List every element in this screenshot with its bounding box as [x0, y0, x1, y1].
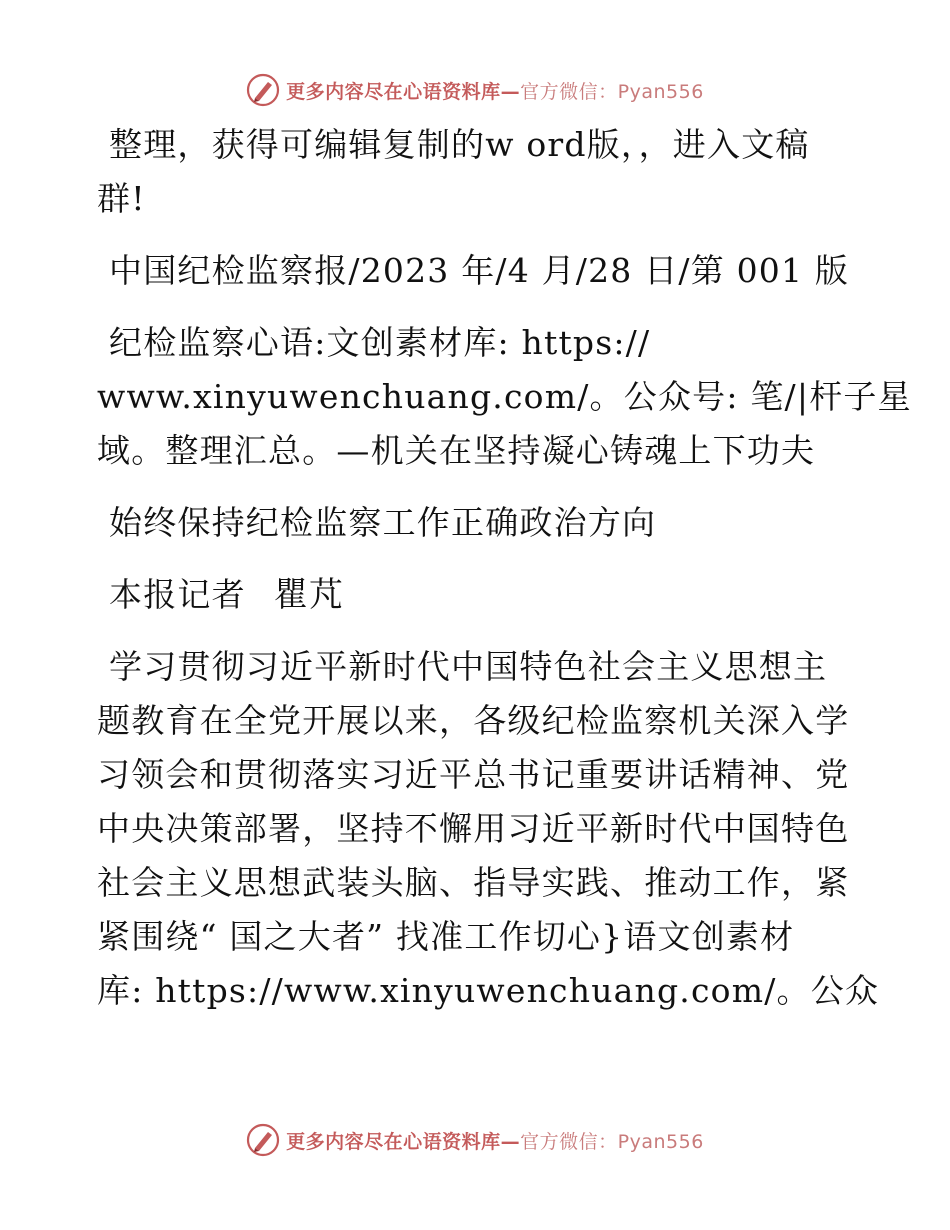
- pen-logo-icon: [246, 1123, 280, 1157]
- reporter-label: 本报记者: [109, 575, 246, 614]
- article-subtitle: 始终保持纪检监察工作正确政治方向: [109, 503, 657, 542]
- paragraph-line: 题教育在全党开展以来，各级纪检监察机关深入学: [97, 701, 850, 740]
- reporter-name: 瞿芃: [273, 575, 345, 615]
- paragraph-line: 学习贯彻习近平新时代中国特色社会主义思想主: [109, 647, 828, 686]
- publication-info: 中国纪检监察报/2023 年/4 月/28 日/第 001 版: [109, 251, 850, 290]
- banner-text: 更多内容尽在心语资料库—官方微信：Pyan556: [286, 80, 704, 103]
- banner-text: 更多内容尽在心语资料库—官方微信：Pyan556: [286, 1130, 704, 1153]
- text-line: 纪检监察心语:文创素材库: https://: [109, 323, 651, 362]
- paragraph-line: 库: https://www.xinyuwenchuang.com/。公众: [97, 971, 880, 1010]
- footer-banner: [0, 1120, 950, 1160]
- paragraph-line: 习领会和贯彻落实习近平总书记重要讲话精神、党: [97, 755, 850, 794]
- header-banner: [0, 70, 950, 110]
- text-line: www.xinyuwenchuang.com/。公众号: 笔/|杆子星: [97, 377, 912, 416]
- banner-wechat: 官方微信：Pyan556: [520, 80, 704, 103]
- paragraph-line: 社会主义思想武装头脑、指导实践、推动工作，紧: [97, 863, 850, 902]
- reporter-line: [97, 568, 857, 622]
- banner-wechat: 官方微信：Pyan556: [520, 1130, 704, 1153]
- text-line: 域。整理汇总。—机关在坚持凝心铸魂上下功夫: [97, 431, 816, 470]
- pen-logo-icon: [246, 73, 280, 107]
- paragraph-line: 中央决策部署，坚持不懈用习近平新时代中国特色: [97, 809, 850, 848]
- document-body: [97, 118, 912, 1018]
- text-line: 整理，获得可编辑复制的w ord版，，进入文稿: [109, 125, 810, 164]
- text-line: 群!: [97, 179, 146, 218]
- paragraph-line: 紧围绕“ 国之大者” 找准工作切心}语文创素材: [97, 917, 795, 956]
